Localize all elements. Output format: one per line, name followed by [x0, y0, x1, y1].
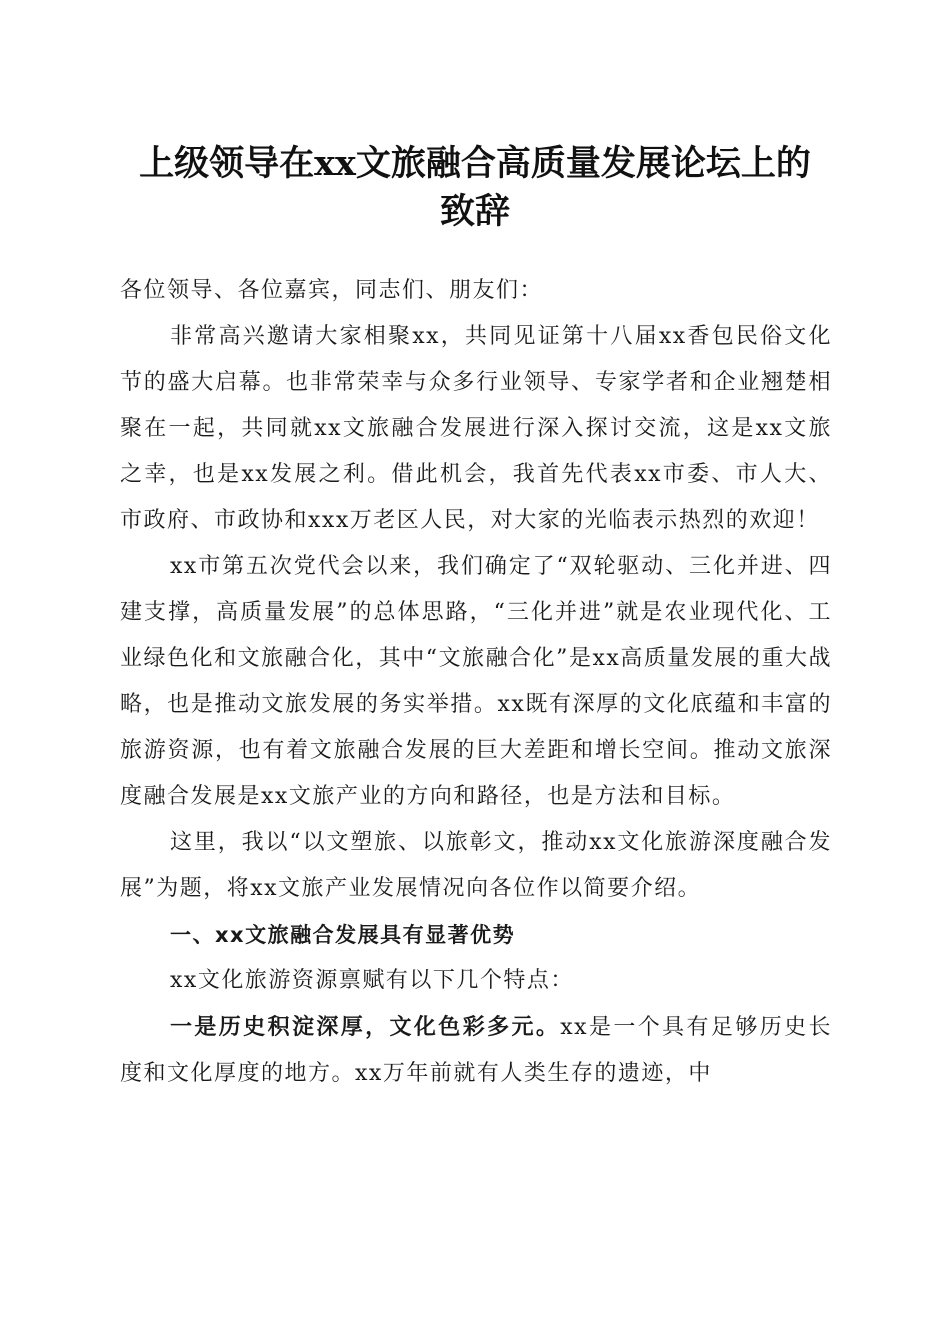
- document-title: [100, 140, 850, 236]
- document-body: [120, 268, 832, 1097]
- paragraph-welcome: 非常高兴邀请大家相聚xx，共同见证第十八届xx香包民俗文化节的盛大启幕。也非常荣幸与众多行业领导、专家学者和企业翘楚相聚在一起，共同就xx文旅融合发展进行深入探讨交流，这是xx文旅之幸，也是xx发展之利。借此机会，我首先代表xx市委、市人大、市政府、市政协和xxx万老区人民，对大家的光临表示热烈的欢迎！: [120, 324, 832, 533]
- paragraph-strategy: xx市第五次党代会以来，我们确定了“双轮驱动、三化并进、四建支撑，高质量发展”的总体思路，“三化并进”就是农业现代化、工业绿色化和文旅融合化，其中“文旅融合化”是xx高质量发展的重大战略，也是推动文旅发展的务实举措。xx既有深厚的文化底蕴和丰富的旅游资源，也有着文旅融合发展的巨大差距和增长空间。推动文旅深度融合发展是xx文旅产业的方向和路径，也是方法和目标。: [120, 554, 832, 809]
- section-heading: 一、xx文旅融合发展具有显著优势: [170, 923, 516, 947]
- paragraph-intro: xx文化旅游资源禀赋有以下几个特点：: [170, 968, 574, 993]
- title-line-1: 上级领导在xx文旅融合高质量发展论坛上的: [139, 143, 811, 184]
- paragraph-point-one: [120, 1004, 832, 1097]
- paragraph-topic: 这里，我以“以文塑旅、以旅彰文，推动xx文化旅游深度融合发展”为题，将xx文旅产业发展情况向各位作以简要介绍。: [120, 830, 832, 901]
- title-line-2: 致辞: [439, 191, 510, 232]
- point-one-lead: 一是历史积淀深厚，文化色彩多元。: [170, 1014, 561, 1040]
- point-one-text: xx是一个具有足够历史长度和文化厚度的地方。xx万年前就有人类生存的遗迹，中: [120, 1015, 832, 1086]
- salutation: 各位领导、各位嘉宾，同志们、朋友们：: [120, 278, 544, 303]
